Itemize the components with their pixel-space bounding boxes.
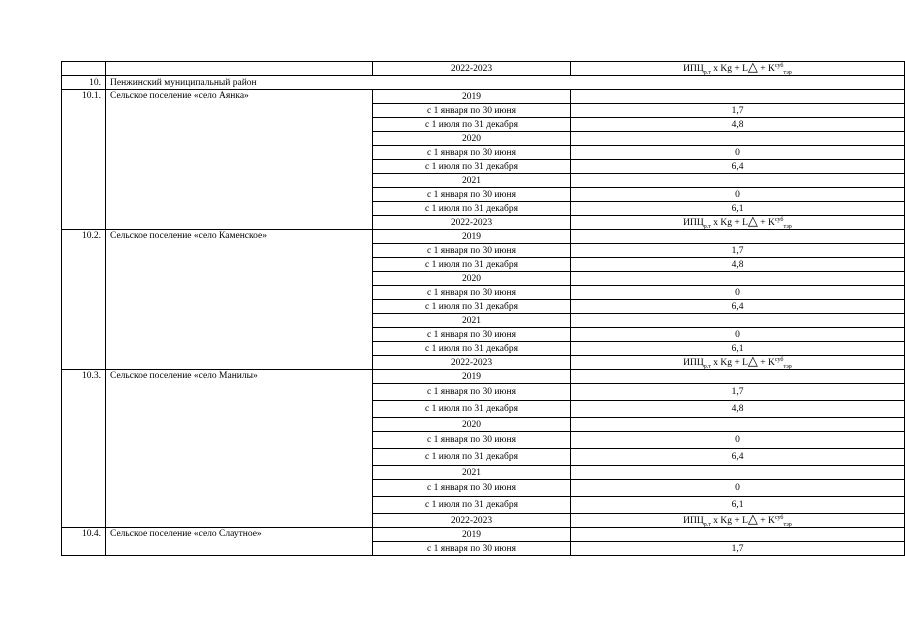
value-cell: 0 — [571, 286, 905, 300]
formula-plus: + K — [757, 516, 775, 526]
formula-cell — [571, 62, 905, 76]
value-cell — [571, 132, 905, 146]
formula-plus: + K — [757, 358, 775, 368]
year-cell: 2019 — [373, 230, 571, 244]
formula-main: ИПЦ — [683, 64, 704, 74]
delta-symbol: △ — [747, 61, 758, 74]
period-cell: с 1 июля по 31 декабря — [373, 342, 571, 356]
delta-symbol: △ — [747, 215, 758, 228]
row-name-cell — [106, 62, 373, 76]
period-cell: 2022-2023 — [373, 356, 571, 370]
period-cell: с 1 января по 30 июня — [373, 480, 571, 497]
settlement-name: Сельское поселение «село Аянка» — [106, 90, 373, 230]
period-cell: 2022-2023 — [373, 216, 571, 230]
period-cell: с 1 июля по 31 декабря — [373, 258, 571, 272]
value-cell: 6,1 — [571, 202, 905, 216]
formula-sup: суб — [774, 62, 784, 69]
value-cell: 0 — [571, 146, 905, 160]
year-cell: 2019 — [373, 370, 571, 384]
settlement-name: Сельское поселение «село Манилы» — [106, 370, 373, 528]
year-cell: 2019 — [373, 528, 571, 542]
value-cell — [571, 418, 905, 432]
formula-sup: суб — [774, 514, 784, 521]
value-cell — [571, 528, 905, 542]
formula-sub2: тэр — [783, 223, 792, 230]
district-number: 10. — [62, 76, 106, 90]
formula-mid: x Kg + L — [710, 218, 748, 228]
value-cell — [571, 314, 905, 328]
formula-main: ИПЦ — [683, 358, 704, 368]
settlement-name: Сельское поселение «село Каменское» — [106, 230, 373, 370]
table-row — [62, 62, 905, 76]
value-cell — [571, 174, 905, 188]
section-number: 10.4. — [62, 528, 106, 556]
value-cell: 6,4 — [571, 300, 905, 314]
period-cell: с 1 июля по 31 декабря — [373, 300, 571, 314]
table-row — [62, 230, 905, 244]
year-cell: 2020 — [373, 418, 571, 432]
delta-symbol: △ — [747, 355, 758, 368]
value-cell — [571, 90, 905, 104]
period-cell: с 1 января по 30 июня — [373, 432, 571, 449]
delta-symbol: △ — [747, 513, 758, 526]
year-cell: 2021 — [373, 174, 571, 188]
value-cell: 6,1 — [571, 342, 905, 356]
period-cell: 2022-2023 — [373, 514, 571, 528]
value-cell: 0 — [571, 188, 905, 202]
district-row — [62, 76, 905, 90]
tariff-index-table — [61, 61, 905, 556]
period-cell: с 1 января по 30 июня — [373, 244, 571, 258]
period-cell: с 1 июля по 31 декабря — [373, 202, 571, 216]
value-cell: 1,7 — [571, 244, 905, 258]
year-cell: 2021 — [373, 314, 571, 328]
period-cell: с 1 января по 30 июня — [373, 188, 571, 202]
row-number-cell — [62, 62, 106, 76]
value-cell — [571, 466, 905, 480]
value-cell: 6,4 — [571, 160, 905, 174]
formula-plus: + K — [757, 64, 775, 74]
period-cell: с 1 июля по 31 декабря — [373, 449, 571, 466]
value-cell: 4,8 — [571, 118, 905, 132]
formula-mid: x Kg + L — [710, 64, 748, 74]
year-cell: 2020 — [373, 132, 571, 146]
formula-plus: + K — [757, 218, 775, 228]
value-cell: 0 — [571, 432, 905, 449]
section-number: 10.1. — [62, 90, 106, 230]
value-cell: 1,7 — [571, 104, 905, 118]
formula-sub: р.т — [703, 69, 711, 76]
table-row — [62, 370, 905, 384]
period-cell: с 1 января по 30 июня — [373, 384, 571, 401]
formula-sub2: тэр — [783, 69, 792, 76]
period-cell: с 1 июля по 31 декабря — [373, 401, 571, 418]
formula-cell — [571, 216, 905, 230]
value-cell: 0 — [571, 480, 905, 497]
district-name: Пенжинский муниципальный район — [106, 76, 905, 90]
value-cell: 6,4 — [571, 449, 905, 466]
formula-main: ИПЦ — [683, 218, 704, 228]
value-cell: 6,1 — [571, 497, 905, 514]
value-cell: 1,7 — [571, 384, 905, 401]
table-body — [62, 62, 905, 556]
settlement-name: Сельское поселение «село Слаутное» — [106, 528, 373, 556]
value-cell — [571, 272, 905, 286]
period-cell: с 1 января по 30 июня — [373, 542, 571, 556]
formula-sub2: тэр — [783, 521, 792, 528]
period-cell: с 1 января по 30 июня — [373, 104, 571, 118]
formula-cell — [571, 356, 905, 370]
value-cell: 0 — [571, 328, 905, 342]
table-row — [62, 90, 905, 104]
section-number: 10.3. — [62, 370, 106, 528]
year-cell: 2021 — [373, 466, 571, 480]
period-cell: с 1 января по 30 июня — [373, 286, 571, 300]
period-cell: с 1 января по 30 июня — [373, 146, 571, 160]
formula-sub2: тэр — [783, 363, 792, 370]
period-cell: с 1 января по 30 июня — [373, 328, 571, 342]
formula-main: ИПЦ — [683, 516, 704, 526]
formula-cell — [571, 514, 905, 528]
year-cell: 2020 — [373, 272, 571, 286]
section-number: 10.2. — [62, 230, 106, 370]
value-cell: 4,8 — [571, 401, 905, 418]
value-cell — [571, 370, 905, 384]
period-cell: 2022-2023 — [373, 62, 571, 76]
year-cell: 2019 — [373, 90, 571, 104]
formula-sup: суб — [774, 216, 784, 223]
formula-sub: р.т — [703, 363, 711, 370]
formula-mid: x Kg + L — [710, 358, 748, 368]
formula-sup: суб — [774, 356, 784, 363]
table-row — [62, 528, 905, 542]
period-cell: с 1 июля по 31 декабря — [373, 497, 571, 514]
formula-sub: р.т — [703, 521, 711, 528]
period-cell: с 1 июля по 31 декабря — [373, 160, 571, 174]
value-cell: 1,7 — [571, 542, 905, 556]
value-cell — [571, 230, 905, 244]
value-cell: 4,8 — [571, 258, 905, 272]
formula-mid: x Kg + L — [710, 516, 748, 526]
period-cell: с 1 июля по 31 декабря — [373, 118, 571, 132]
formula-sub: р.т — [703, 223, 711, 230]
